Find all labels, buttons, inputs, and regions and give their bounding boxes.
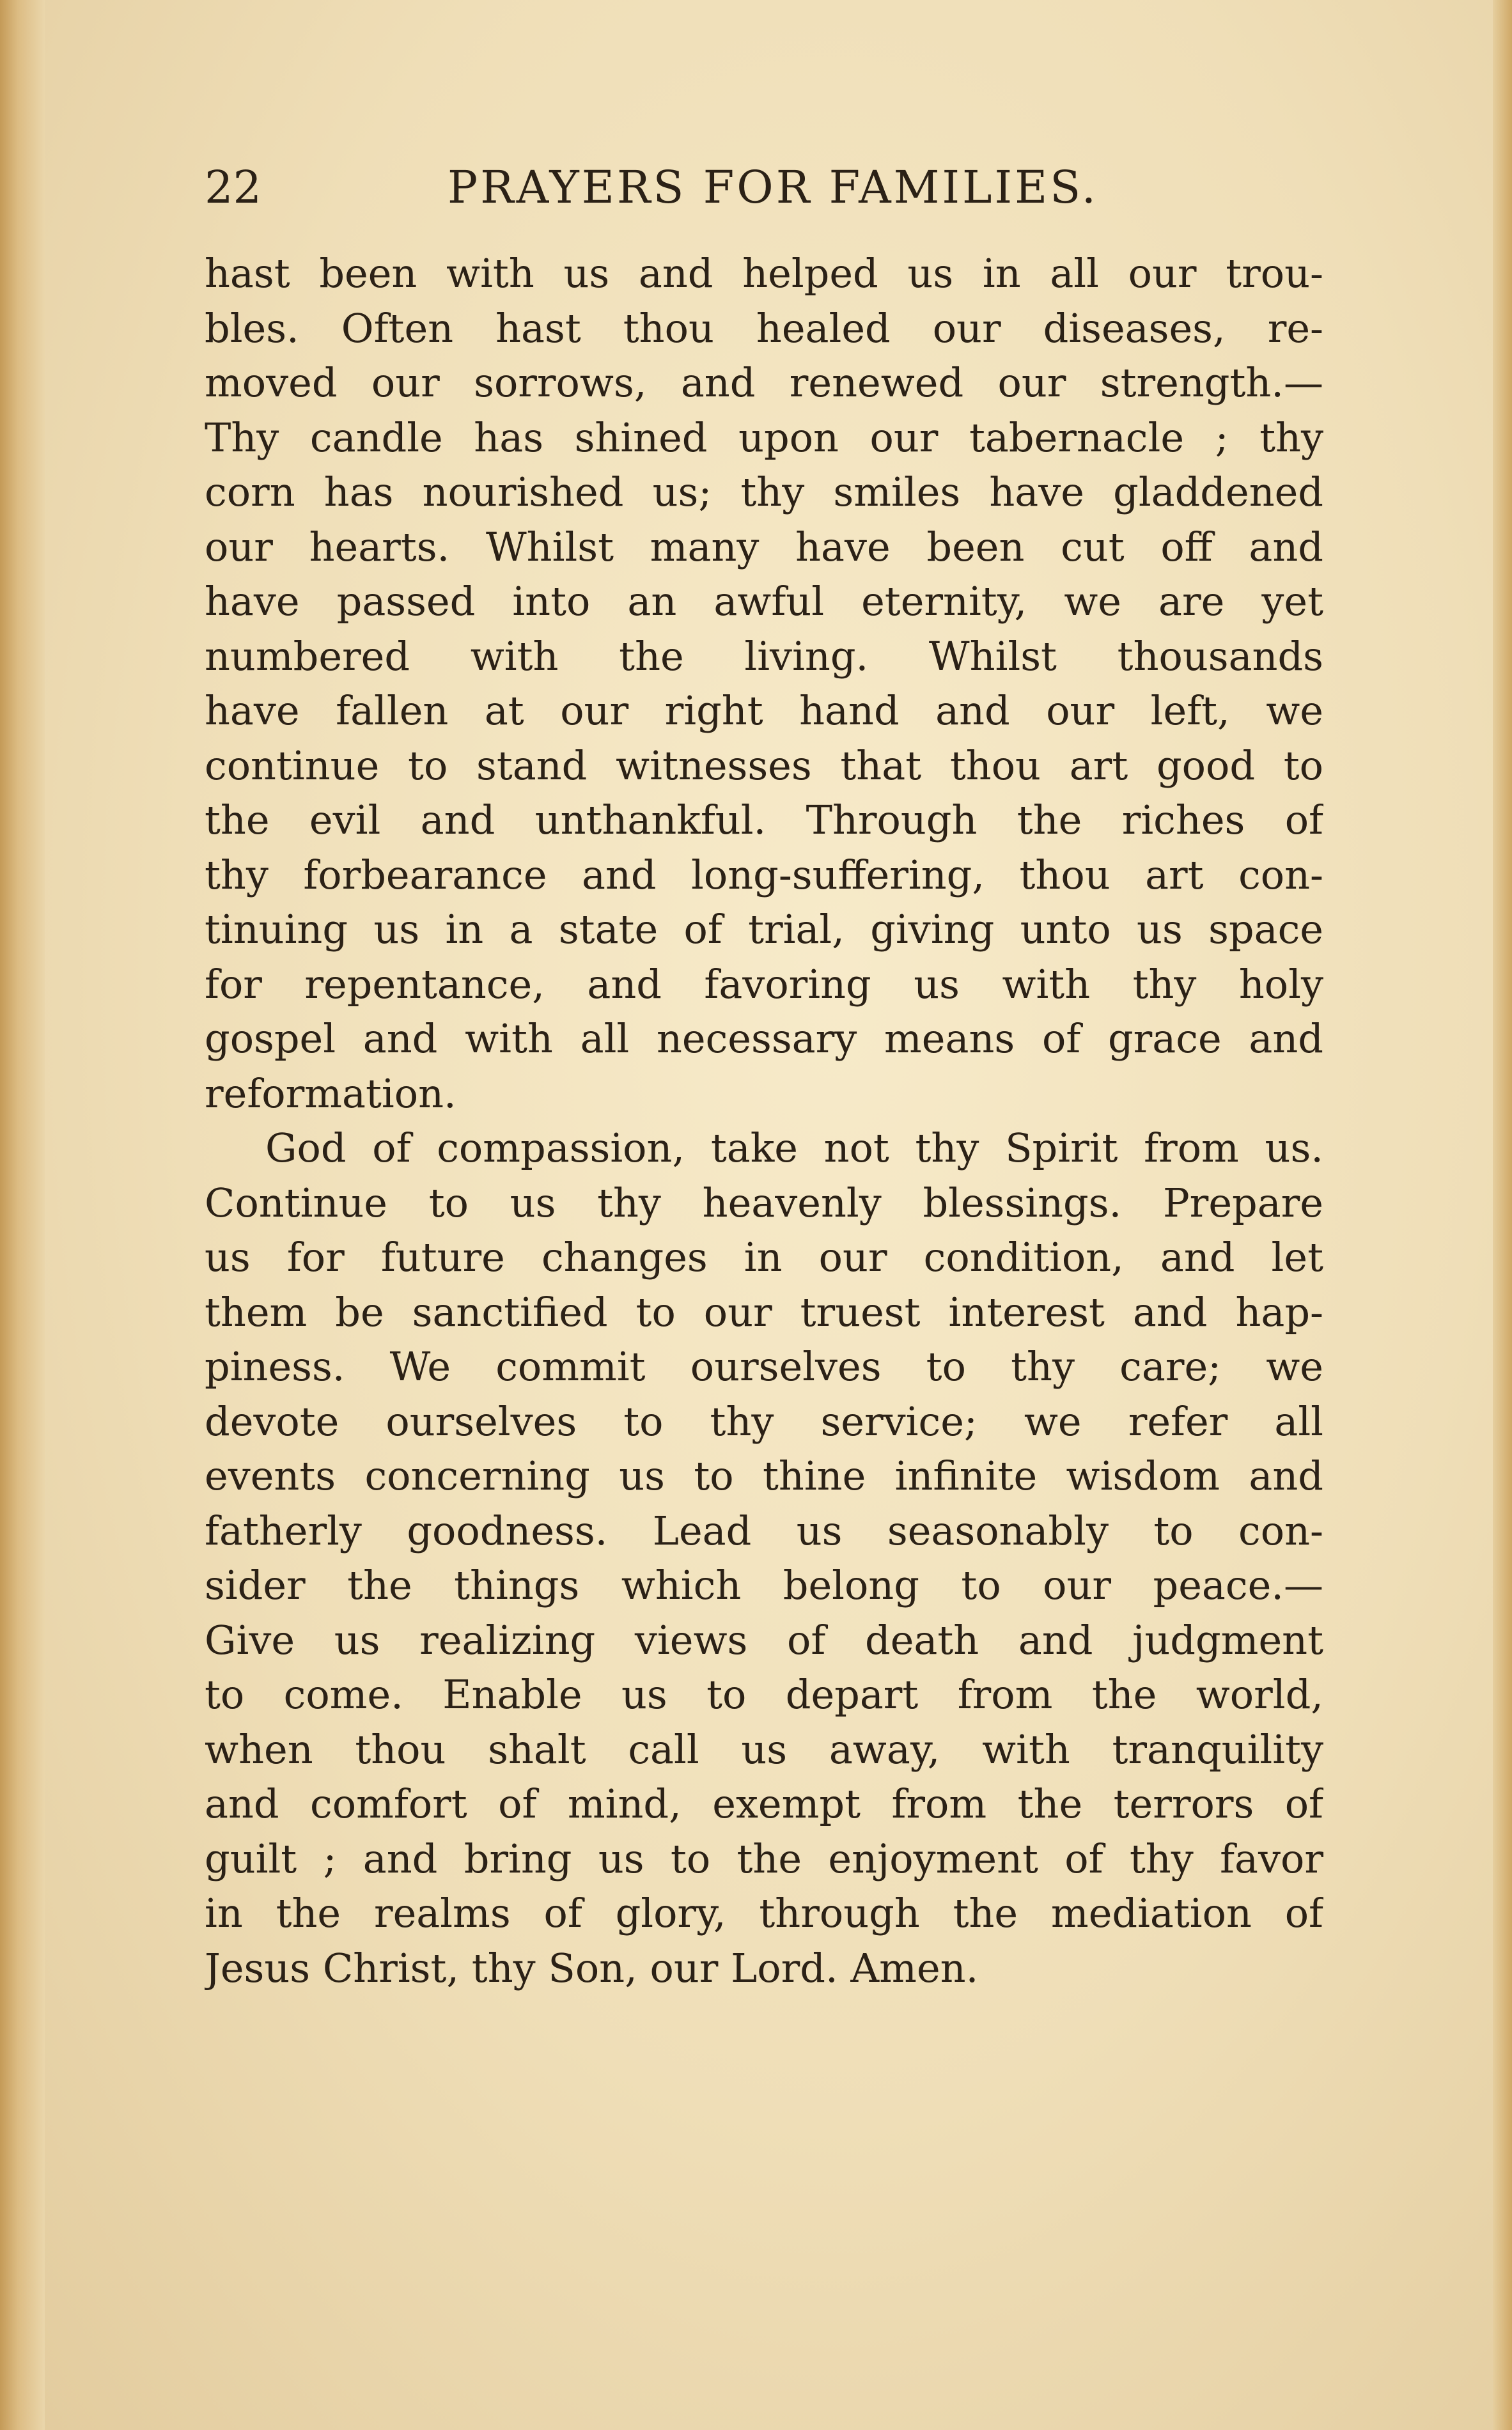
text-line: bles. Often hast thou healed our diseases, re- (205, 304, 1323, 352)
paragraph (205, 246, 1323, 1121)
text-line: sider the things which belong to our peace.— (205, 1562, 1323, 1608)
text-line: us for future changes in our condition, and let (205, 1234, 1323, 1281)
text-line: reformation. (205, 1070, 456, 1117)
text-line: the evil and unthankful. Through the riches of (205, 797, 1323, 843)
text-line: and comfort of mind, exempt from the terrors of (205, 1780, 1323, 1827)
text-line: tinuing us in a state of trial, giving unto us space (205, 906, 1323, 953)
text-line: Thy candle has shined upon our tabernacle ; thy (205, 414, 1323, 461)
text-line: them be sanctified to our truest interest and hap- (205, 1288, 1323, 1336)
text-line: our hearts. Whilst many have been cut off and (205, 523, 1323, 570)
text-line: moved our sorrows, and renewed our strength.— (205, 359, 1323, 406)
text-line: hast been with us and helped us in all our trou- (205, 250, 1323, 297)
text-line: God of compassion, take not thy Spirit from us. (265, 1125, 1323, 1171)
text-line: Give us realizing views of death and judgment (205, 1616, 1323, 1663)
text-line: piness. We commit ourselves to thy care; we (205, 1343, 1323, 1390)
text-line: guilt ; and bring us to the enjoyment of thy favor (205, 1835, 1323, 1882)
text-line: to come. Enable us to depart from the world, (205, 1671, 1323, 1718)
text-line: continue to stand witnesses that thou art good to (205, 742, 1323, 789)
text-line: fatherly goodness. Lead us seasonably to con- (205, 1507, 1323, 1554)
text-line: numbered with the living. Whilst thousands (205, 632, 1323, 680)
prayer-text (205, 246, 1323, 1995)
page-number: 22 (205, 161, 262, 214)
text-line: events concerning us to thine infinite wisdom and (205, 1453, 1323, 1499)
text-line: have passed into an awful eternity, we are yet (205, 578, 1323, 625)
text-line: Continue to us thy heavenly blessings. Prepare (205, 1179, 1323, 1226)
binding-edge (0, 0, 45, 2430)
text-line: devote ourselves to thy service; we refer all (205, 1398, 1323, 1445)
running-head (205, 159, 1125, 216)
text-line: corn has nourished us; thy smiles have gladdened (205, 469, 1323, 515)
page-edge (1493, 0, 1512, 2430)
text-line: gospel and with all necessary means of grace and (205, 1015, 1323, 1062)
text-line: when thou shalt call us away, with tranquility (205, 1725, 1323, 1773)
text-line: have fallen at our right hand and our left, we (205, 687, 1323, 734)
text-line: Jesus Christ, thy Son, our Lord. Amen. (205, 1944, 979, 1991)
text-line: thy forbearance and long-suffering, thou art con- (205, 851, 1323, 898)
text-line: for repentance, and favoring us with thy holy (205, 960, 1323, 1008)
paragraph (205, 1121, 1323, 1995)
running-title: PRAYERS FOR FAMILIES. (448, 161, 1098, 214)
text-line: in the realms of glory, through the mediation of (205, 1890, 1323, 1936)
